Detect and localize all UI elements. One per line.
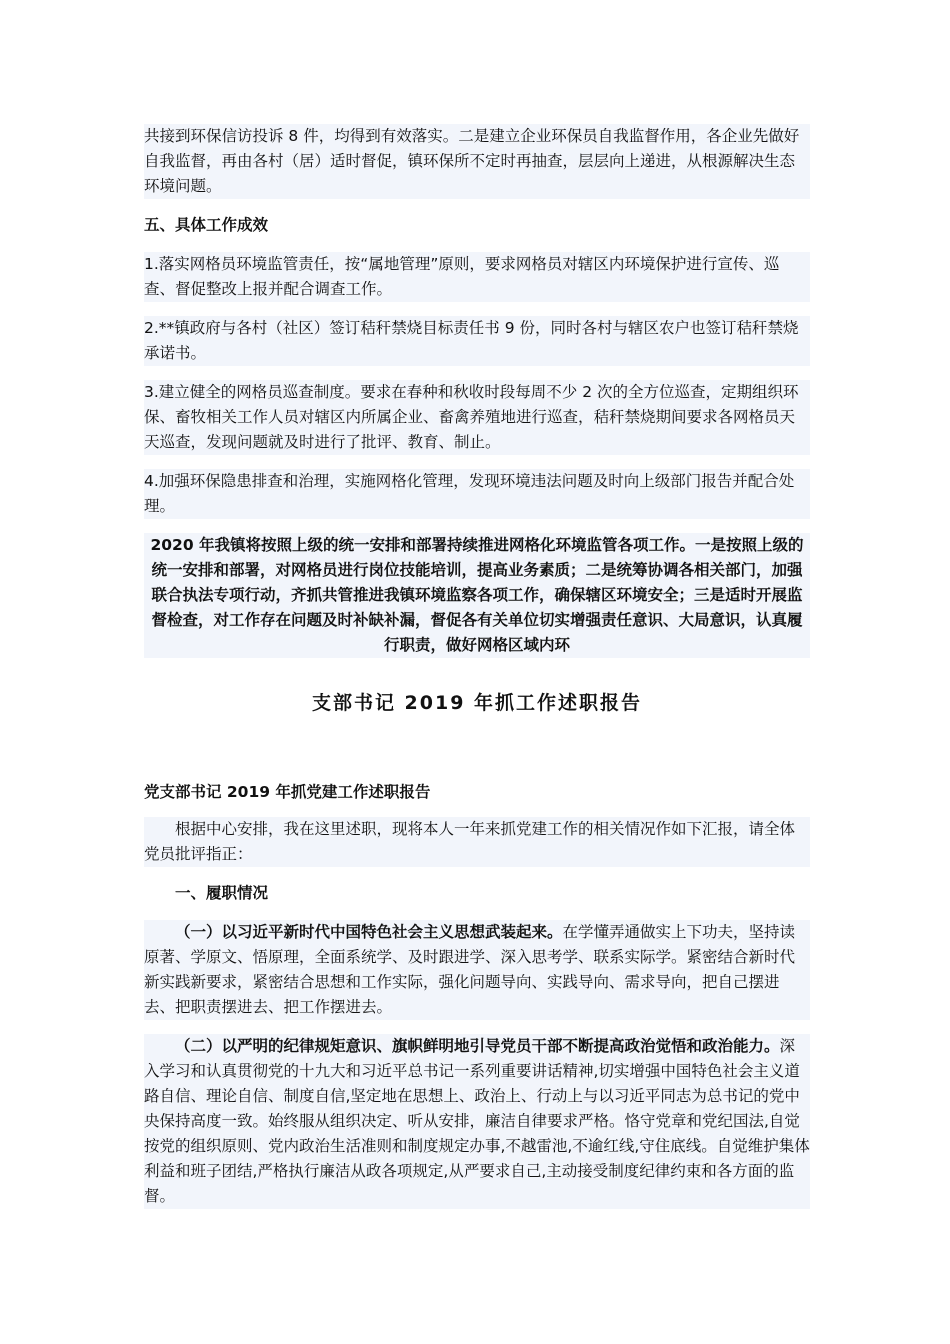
subsection-2-body: 深入学习和认真贯彻党的十九大和习近平总书记一系列重要讲话精神,切实增强中国特色社会主义道路自信、理论自信、制度自信,坚定地在思想上、政治上、行动上与以习近平同志为总书记的党中央保持高度一致。始终服从组织决定、听从安排，廉洁自律要求严格。恪守党章和党纪国法,自觉按党的组织原则、党内政治生活准则和制度规定办事,不越雷池,不逾红线,守住底线。自觉维护集体利益和班子团结,严格执行廉洁从政各项规定,从严要求自己,主动接受制度纪律约束和各方面的监督。 bbox=[144, 1037, 810, 1205]
subsection-1 bbox=[144, 920, 810, 1020]
subsection-2 bbox=[144, 1034, 810, 1209]
subsection-2-heading: （二）以严明的纪律规矩意识、旗帜鲜明地引导党员干部不断提高政治觉悟和政治能力。 bbox=[175, 1037, 780, 1055]
paragraph-complaints: 共接到环保信访投诉 8 件，均得到有效落实。二是建立企业环保员自我监督作用，各企业先做好自我监督，再由各村（居）适时督促，镇环保所不定时再抽查，层层向上递进，从根源解决生态环境问题。 bbox=[144, 124, 810, 199]
result-item-1: 1.落实网格员环境监管责任，按“属地管理”原则，要求网格员对辖区内环境保护进行宣传、巡查、督促整改上报并配合调查工作。 bbox=[144, 252, 810, 302]
result-item-4: 4.加强环保隐患排查和治理，实施网格化管理，发现环境违法问题及时向上级部门报告并配合处理。 bbox=[144, 469, 810, 519]
result-item-2: 2.**镇政府与各村（社区）签订秸秆禁烧目标责任书 9 份，同时各村与辖区农户也签订秸秆禁烧承诺书。 bbox=[144, 316, 810, 366]
subsection-1-heading: （一）以习近平新时代中国特色社会主义思想武装起来。 bbox=[175, 923, 563, 941]
intro-paragraph: 根据中心安排，我在这里述职，现将本人一年来抓党建工作的相关情况作如下汇报，请全体党员批评指正： bbox=[144, 817, 810, 867]
section-heading-duty: 一、履职情况 bbox=[175, 884, 269, 902]
plan-2020-paragraph: 2020 年我镇将按照上级的统一安排和部署持续推进网格化环境监管各项工作。一是按照上级的统一安排和部署，对网格员进行岗位技能培训，提高业务素质；二是统筹协调各相关部门，加强联合执法专项行动，齐抓共管推进我镇环境监察各项工作，确保辖区环境安全；三是适时开展监督检查，对工作存在问题及时补缺补漏，督促各有关单位切实增强责任意识、大局意识，认真履行职责，做好网格区域内环 bbox=[144, 533, 810, 658]
subsection-1-body: 在学懂弄通做实上下功夫，坚持读原著、学原文、悟原理，全面系统学、及时跟进学、深入思考学、联系实际学。紧密结合新时代新实践新要求，紧密结合思想和工作实际，强化问题导向、实践导向、需求导向，把自己摆进去、把职责摆进去、把工作摆进去。 bbox=[144, 923, 796, 1016]
result-item-3: 3.建立健全的网格员巡查制度。要求在春种和秋收时段每周不少 2 次的全方位巡查，定期组织环保、畜牧相关工作人员对辖区内所属企业、畜禽养殖地进行巡查，秸秆禁烧期间要求各网格员天天巡查，发现问题就及时进行了批评、教育、制止。 bbox=[144, 380, 810, 455]
report-subtitle: 党支部书记 2019 年抓党建工作述职报告 bbox=[144, 783, 431, 801]
document-page bbox=[144, 124, 810, 1223]
section-heading-results: 五、具体工作成效 bbox=[144, 216, 269, 234]
report-title: 支部书记 2019 年抓工作述职报告 bbox=[311, 692, 643, 714]
